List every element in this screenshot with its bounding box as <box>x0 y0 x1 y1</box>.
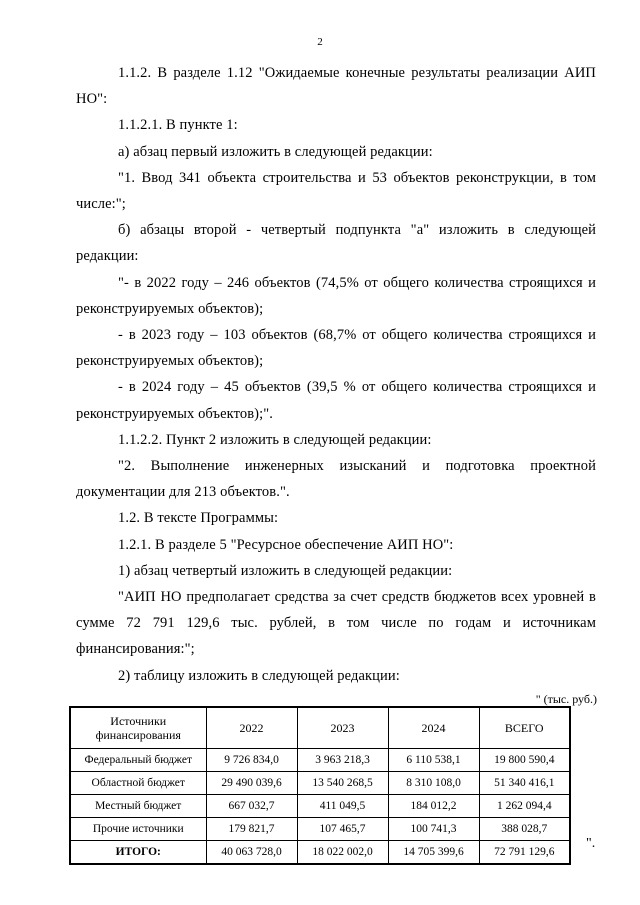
paragraph: 2) таблицу изложить в следующей редакции: <box>118 667 400 684</box>
table-cell: 29 490 039,6 <box>206 771 297 794</box>
column-header: 2022 <box>206 707 297 749</box>
document-body <box>76 60 596 865</box>
column-header: Источники финансирования <box>70 707 206 749</box>
table-cell: 40 063 728,0 <box>206 840 297 864</box>
table-row <box>70 794 570 817</box>
table-row <box>70 748 570 771</box>
units-label: " (тыс. руб.) <box>535 691 597 706</box>
table-cell: 100 741,3 <box>388 817 479 840</box>
table-cell: 51 340 416,1 <box>479 771 570 794</box>
table-header-row <box>70 707 570 749</box>
table-cell: 6 110 538,1 <box>388 748 479 771</box>
paragraph: "- в 2022 году – 246 объектов (74,5% от общего количества строящихся и реконструируемых объектов); <box>76 274 596 317</box>
paragraph: 1.1.2.2. Пункт 2 изложить в следующей редакции: <box>118 431 432 448</box>
table-row <box>70 771 570 794</box>
table-cell: 411 049,5 <box>297 794 388 817</box>
paragraph: б) абзацы второй - четвертый подпункта "а" изложить в следующей редакции: <box>76 222 596 265</box>
closing-quote-mark: ". <box>586 836 596 851</box>
table-cell: 14 705 399,6 <box>388 840 479 864</box>
table-cell: 184 012,2 <box>388 794 479 817</box>
table-cell: 388 028,7 <box>479 817 570 840</box>
table-cell: Прочие источники <box>70 817 206 840</box>
table-cell: 18 022 002,0 <box>297 840 388 864</box>
table-cell: Местный бюджет <box>70 794 206 817</box>
table-cell: 13 540 268,5 <box>297 771 388 794</box>
paragraph: 1.1.2.1. В пункте 1: <box>118 117 238 134</box>
table-cell: Областной бюджет <box>70 771 206 794</box>
paragraph: - в 2024 году – 45 объектов (39,5 % от общего количества строящихся и реконструируемых объектов);". <box>76 379 596 422</box>
total-label: ИТОГО: <box>70 840 206 864</box>
table-cell: 72 791 129,6 <box>479 840 570 864</box>
table-cell: Федеральный бюджет <box>70 748 206 771</box>
paragraph: а) абзац первый изложить в следующей редакции: <box>118 143 433 160</box>
table-cell: 1 262 094,4 <box>479 794 570 817</box>
column-header: 2023 <box>297 707 388 749</box>
financing-table <box>69 706 571 865</box>
table-cell: 667 032,7 <box>206 794 297 817</box>
paragraph: "1. Ввод 341 объекта строительства и 53 объектов реконструкции, в том числе:"; <box>76 169 596 213</box>
column-header: 2024 <box>388 707 479 749</box>
table-cell: 179 821,7 <box>206 817 297 840</box>
paragraph: 1.2. В тексте Программы: <box>118 510 279 527</box>
paragraph: 1.1.2. В разделе 1.12 "Ожидаемые конечные результаты реализации АИП НО": <box>76 65 596 108</box>
paragraph: "АИП НО предполагает средства за счет средств бюджетов всех уровней в сумме 72 791 129,6 тыс. рублей, в том числе по годам и источникам финансирования:"; <box>76 589 596 658</box>
table-cell: 19 800 590,4 <box>479 748 570 771</box>
table-cell: 107 465,7 <box>297 817 388 840</box>
table-row <box>70 817 570 840</box>
paragraph: "2. Выполнение инженерных изысканий и подготовка проектной документации для 213 объектов.". <box>76 458 596 501</box>
paragraph: 1) абзац четвертый изложить в следующей редакции: <box>118 562 453 579</box>
table-cell: 8 310 108,0 <box>388 771 479 794</box>
column-header: ВСЕГО <box>479 707 570 749</box>
paragraph: 1.2.1. В разделе 5 "Ресурсное обеспечение АИП НО": <box>118 536 454 553</box>
paragraph: - в 2023 году – 103 объектов (68,7% от общего количества строящихся и реконструируемых объектов); <box>76 327 596 370</box>
table-total-row <box>70 840 570 864</box>
table-cell: 9 726 834,0 <box>206 748 297 771</box>
table-cell: 3 963 218,3 <box>297 748 388 771</box>
page-number: 2 <box>317 36 323 48</box>
